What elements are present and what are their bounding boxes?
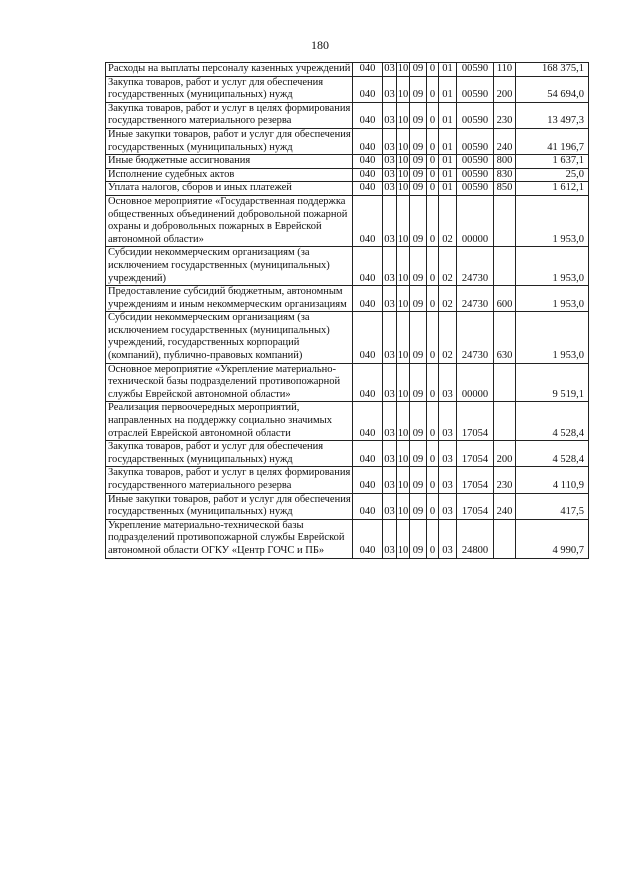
subsection-code: 10 (397, 467, 410, 493)
subprogram-code: 0 (427, 493, 439, 519)
table-row (106, 76, 589, 102)
row-name: Основное мероприятие «Государственная поддержка общественных объединений добровольной пожарной охраны и добровольных пожарных в Еврейской автономной области» (106, 195, 353, 246)
expense-type-code (494, 195, 516, 246)
table-row (106, 247, 589, 286)
ministry-code: 040 (353, 467, 383, 493)
amount: 417,5 (516, 493, 589, 519)
ministry-code: 040 (353, 102, 383, 128)
amount: 54 694,0 (516, 76, 589, 102)
expense-type-code: 830 (494, 168, 516, 182)
section-code: 03 (383, 128, 397, 154)
subsection-code: 10 (397, 247, 410, 286)
section-code: 03 (383, 247, 397, 286)
event-code: 03 (439, 493, 457, 519)
subsection-code: 10 (397, 519, 410, 558)
event-code: 01 (439, 128, 457, 154)
expense-type-code: 110 (494, 63, 516, 77)
subprogram-code: 0 (427, 168, 439, 182)
amount: 1 953,0 (516, 247, 589, 286)
amount: 4 528,4 (516, 402, 589, 441)
row-name: Иные бюджетные ассигнования (106, 155, 353, 169)
ministry-code: 040 (353, 402, 383, 441)
table-row (106, 519, 589, 558)
event-code: 01 (439, 63, 457, 77)
subsection-code: 10 (397, 182, 410, 196)
subprogram-code: 0 (427, 155, 439, 169)
row-name: Закупка товаров, работ и услуг для обеспечения государственных (муниципальных) нужд (106, 76, 353, 102)
subsection-code: 10 (397, 155, 410, 169)
row-name: Предоставление субсидий бюджетным, автономным учреждениям и иным некоммерческим организациям (106, 286, 353, 312)
amount: 9 519,1 (516, 363, 589, 402)
event-code: 01 (439, 155, 457, 169)
direction-code: 00590 (457, 182, 494, 196)
amount: 1 612,1 (516, 182, 589, 196)
ministry-code: 040 (353, 441, 383, 467)
row-name: Закупка товаров, работ и услуг в целях формирования государственного материального резерва (106, 102, 353, 128)
row-name: Основное мероприятие «Укрепление материально-технической базы подразделений противопожарной службы Еврейской автономной области» (106, 363, 353, 402)
table-row (106, 155, 589, 169)
subprogram-code: 0 (427, 195, 439, 246)
amount: 41 196,7 (516, 128, 589, 154)
expense-type-code: 240 (494, 128, 516, 154)
ministry-code: 040 (353, 76, 383, 102)
program-code: 09 (410, 441, 427, 467)
budget-table (105, 62, 589, 559)
event-code: 03 (439, 363, 457, 402)
event-code: 01 (439, 76, 457, 102)
ministry-code: 040 (353, 312, 383, 363)
program-code: 09 (410, 467, 427, 493)
event-code: 02 (439, 286, 457, 312)
row-name: Укрепление материально-технической базы подразделений противопожарной службы Еврейской автономной области ОГКУ «Центр ГОЧС и ПБ» (106, 519, 353, 558)
expense-type-code: 200 (494, 441, 516, 467)
direction-code: 17054 (457, 402, 494, 441)
section-code: 03 (383, 402, 397, 441)
section-code: 03 (383, 76, 397, 102)
section-code: 03 (383, 102, 397, 128)
program-code: 09 (410, 363, 427, 402)
subsection-code: 10 (397, 286, 410, 312)
program-code: 09 (410, 247, 427, 286)
expense-type-code: 230 (494, 102, 516, 128)
subprogram-code: 0 (427, 286, 439, 312)
event-code: 02 (439, 312, 457, 363)
section-code: 03 (383, 467, 397, 493)
section-code: 03 (383, 63, 397, 77)
section-code: 03 (383, 286, 397, 312)
program-code: 09 (410, 519, 427, 558)
ministry-code: 040 (353, 63, 383, 77)
event-code: 01 (439, 102, 457, 128)
amount: 1 953,0 (516, 312, 589, 363)
table-row (106, 102, 589, 128)
event-code: 03 (439, 441, 457, 467)
ministry-code: 040 (353, 128, 383, 154)
direction-code: 00590 (457, 102, 494, 128)
subsection-code: 10 (397, 63, 410, 77)
direction-code: 17054 (457, 441, 494, 467)
subprogram-code: 0 (427, 128, 439, 154)
program-code: 09 (410, 195, 427, 246)
subprogram-code: 0 (427, 76, 439, 102)
program-code: 09 (410, 402, 427, 441)
table-row (106, 63, 589, 77)
subsection-code: 10 (397, 363, 410, 402)
section-code: 03 (383, 168, 397, 182)
subprogram-code: 0 (427, 363, 439, 402)
row-name: Реализация первоочередных мероприятий, направленных на поддержку социально значимых отраслей Еврейской автономной области (106, 402, 353, 441)
table-row (106, 182, 589, 196)
program-code: 09 (410, 168, 427, 182)
direction-code: 24730 (457, 247, 494, 286)
direction-code: 00590 (457, 128, 494, 154)
amount: 1 953,0 (516, 195, 589, 246)
amount: 13 497,3 (516, 102, 589, 128)
program-code: 09 (410, 102, 427, 128)
direction-code: 00590 (457, 168, 494, 182)
table-row (106, 128, 589, 154)
expense-type-code: 230 (494, 467, 516, 493)
expense-type-code: 850 (494, 182, 516, 196)
row-name: Исполнение судебных актов (106, 168, 353, 182)
program-code: 09 (410, 76, 427, 102)
program-code: 09 (410, 128, 427, 154)
expense-type-code (494, 247, 516, 286)
expense-type-code: 800 (494, 155, 516, 169)
ministry-code: 040 (353, 195, 383, 246)
table-row (106, 363, 589, 402)
program-code: 09 (410, 286, 427, 312)
row-name: Субсидии некоммерческим организациям (за исключением государственных (муниципальных) учреждений, государственных корпораций (компаний), публично-правовых компаний) (106, 312, 353, 363)
page-number: 180 (311, 38, 329, 52)
subsection-code: 10 (397, 493, 410, 519)
event-code: 03 (439, 519, 457, 558)
amount: 4 110,9 (516, 467, 589, 493)
row-name: Закупка товаров, работ и услуг для обеспечения государственных (муниципальных) нужд (106, 441, 353, 467)
subprogram-code: 0 (427, 312, 439, 363)
subsection-code: 10 (397, 441, 410, 467)
direction-code: 17054 (457, 493, 494, 519)
subsection-code: 10 (397, 102, 410, 128)
direction-code: 00000 (457, 363, 494, 402)
ministry-code: 040 (353, 168, 383, 182)
expense-type-code: 600 (494, 286, 516, 312)
ministry-code: 040 (353, 155, 383, 169)
section-code: 03 (383, 441, 397, 467)
program-code: 09 (410, 63, 427, 77)
expense-type-code (494, 402, 516, 441)
subprogram-code: 0 (427, 467, 439, 493)
ministry-code: 040 (353, 493, 383, 519)
amount: 1 637,1 (516, 155, 589, 169)
event-code: 01 (439, 182, 457, 196)
direction-code: 24730 (457, 312, 494, 363)
amount: 25,0 (516, 168, 589, 182)
expense-type-code: 240 (494, 493, 516, 519)
subsection-code: 10 (397, 168, 410, 182)
subsection-code: 10 (397, 128, 410, 154)
ministry-code: 040 (353, 182, 383, 196)
direction-code: 24800 (457, 519, 494, 558)
program-code: 09 (410, 155, 427, 169)
subsection-code: 10 (397, 312, 410, 363)
subprogram-code: 0 (427, 63, 439, 77)
direction-code: 24730 (457, 286, 494, 312)
subprogram-code: 0 (427, 102, 439, 128)
table-row (106, 467, 589, 493)
amount: 4 528,4 (516, 441, 589, 467)
table-row (106, 195, 589, 246)
amount: 1 953,0 (516, 286, 589, 312)
ministry-code: 040 (353, 519, 383, 558)
row-name: Субсидии некоммерческим организациям (за исключением государственных (муниципальных) учреждений) (106, 247, 353, 286)
subsection-code: 10 (397, 402, 410, 441)
ministry-code: 040 (353, 247, 383, 286)
expense-type-code (494, 363, 516, 402)
table-row (106, 402, 589, 441)
expense-type-code (494, 519, 516, 558)
expense-type-code: 200 (494, 76, 516, 102)
ministry-code: 040 (353, 363, 383, 402)
direction-code: 17054 (457, 467, 494, 493)
section-code: 03 (383, 363, 397, 402)
program-code: 09 (410, 182, 427, 196)
section-code: 03 (383, 195, 397, 246)
direction-code: 00590 (457, 155, 494, 169)
direction-code: 00590 (457, 63, 494, 77)
event-code: 02 (439, 195, 457, 246)
event-code: 02 (439, 247, 457, 286)
event-code: 01 (439, 168, 457, 182)
subprogram-code: 0 (427, 402, 439, 441)
row-name: Иные закупки товаров, работ и услуг для обеспечения государственных (муниципальных) нужд (106, 493, 353, 519)
row-name: Уплата налогов, сборов и иных платежей (106, 182, 353, 196)
program-code: 09 (410, 312, 427, 363)
section-code: 03 (383, 182, 397, 196)
row-name: Расходы на выплаты персоналу казенных учреждений (106, 63, 353, 77)
program-code: 09 (410, 493, 427, 519)
table-row (106, 286, 589, 312)
expense-type-code: 630 (494, 312, 516, 363)
section-code: 03 (383, 493, 397, 519)
subprogram-code: 0 (427, 182, 439, 196)
ministry-code: 040 (353, 286, 383, 312)
event-code: 03 (439, 402, 457, 441)
subprogram-code: 0 (427, 247, 439, 286)
subsection-code: 10 (397, 76, 410, 102)
subsection-code: 10 (397, 195, 410, 246)
table-row (106, 312, 589, 363)
row-name: Иные закупки товаров, работ и услуг для обеспечения государственных (муниципальных) нужд (106, 128, 353, 154)
direction-code: 00000 (457, 195, 494, 246)
subprogram-code: 0 (427, 441, 439, 467)
event-code: 03 (439, 467, 457, 493)
row-name: Закупка товаров, работ и услуг в целях формирования государственного материального резерва (106, 467, 353, 493)
section-code: 03 (383, 312, 397, 363)
section-code: 03 (383, 519, 397, 558)
direction-code: 00590 (457, 76, 494, 102)
amount: 4 990,7 (516, 519, 589, 558)
table-row (106, 441, 589, 467)
subprogram-code: 0 (427, 519, 439, 558)
section-code: 03 (383, 155, 397, 169)
amount: 168 375,1 (516, 63, 589, 77)
table-row (106, 493, 589, 519)
table-row (106, 168, 589, 182)
